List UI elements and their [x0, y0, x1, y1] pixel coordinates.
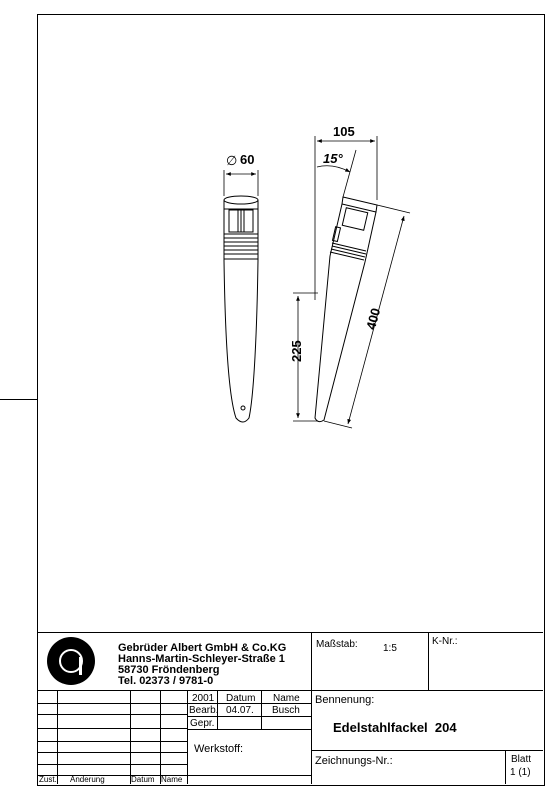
date-col-b — [261, 690, 262, 729]
benennung-bottom — [311, 750, 543, 751]
rev-name-header: Name — [161, 775, 183, 784]
rev-aenderung-header: Änderung — [70, 775, 105, 784]
blatt-label: Blatt — [511, 754, 532, 765]
rev-col-4 — [187, 690, 188, 784]
date-row-3 — [187, 729, 311, 730]
diameter-label: 60 — [240, 152, 255, 167]
rev-row-5 — [37, 752, 187, 753]
rev-row-1 — [37, 703, 187, 704]
scale-knr-divider — [428, 632, 429, 690]
werkstoff-label: Werkstoff: — [194, 743, 244, 755]
company-street: Hanns-Martin-Schleyer-Straße 1 — [118, 653, 285, 665]
name-header: Name — [273, 693, 300, 704]
length-label: 400 — [363, 306, 384, 332]
torch-front-view — [224, 196, 258, 422]
date-header: Datum — [226, 693, 256, 704]
rev-zust-header: Zust. — [39, 775, 57, 784]
scale-label: Maßstab: — [316, 639, 358, 650]
rev-row-3 — [37, 728, 187, 729]
diameter-symbol: ∅ — [226, 153, 238, 168]
title-company-bottom — [37, 690, 543, 691]
blatt-value: 1 (1) — [510, 767, 531, 778]
rev-row-2 — [37, 714, 187, 715]
rev-datum-header: Datum — [131, 775, 155, 784]
company-phone: Tel. 02373 / 9781-0 — [118, 675, 214, 687]
bearb-label: Bearb. — [189, 705, 219, 716]
diameter-dimension — [224, 170, 258, 196]
angle-label: 15° — [323, 151, 343, 166]
rev-col-1 — [57, 690, 58, 784]
rev-row-6 — [37, 764, 187, 765]
title-divider-main — [311, 632, 312, 784]
benennung-value: Edelstahlfackel 204 — [333, 720, 457, 735]
company-name: Gebrüder Albert GmbH & Co.KG — [118, 642, 287, 654]
scale-value: 1:5 — [383, 643, 397, 654]
zeichnungs-nr-label: Zeichnungs-Nr.: — [315, 755, 393, 767]
height-label: 225 — [289, 340, 304, 362]
bearb-name: Busch — [272, 705, 300, 716]
k-nr-label: K-Nr.: — [432, 636, 458, 647]
gepr-label: Gepr. — [190, 718, 215, 729]
company-city: 58730 Fröndenberg — [118, 664, 220, 676]
width-label: 105 — [333, 124, 355, 139]
blatt-divider — [505, 750, 506, 784]
rev-row-4 — [37, 741, 187, 742]
title-block-top — [37, 632, 543, 633]
benennung-label: Bennenung: — [315, 694, 375, 706]
bearb-date: 04.07. — [226, 705, 254, 716]
year-label: 2001 — [192, 693, 215, 704]
rev-col-3 — [160, 690, 161, 784]
rev-col-2 — [130, 690, 131, 784]
albert-logo-icon — [47, 637, 95, 685]
date-row-2 — [187, 716, 311, 717]
